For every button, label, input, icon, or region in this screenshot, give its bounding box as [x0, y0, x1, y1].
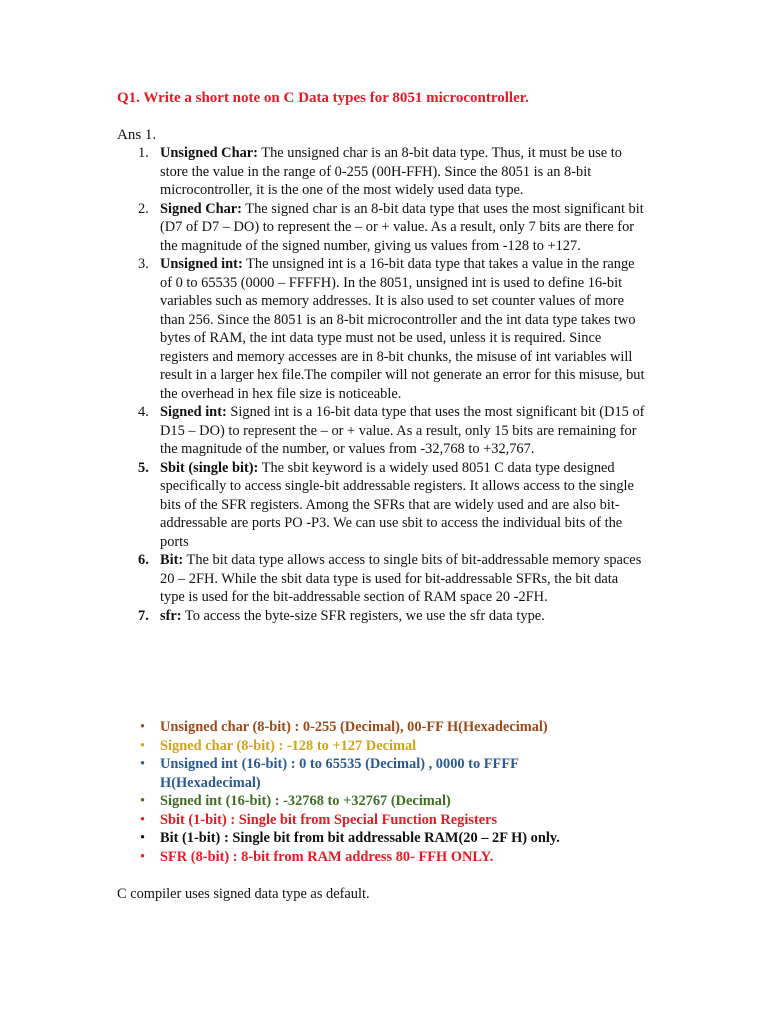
bullet-item	[0, 755, 768, 792]
item-text: To access the byte-size SFR registers, we use the sfr data type.	[181, 607, 545, 624]
bullet-icon: •	[140, 811, 146, 828]
item-term: Sbit (single bit):	[160, 459, 259, 476]
item-term: sfr:	[160, 607, 182, 624]
bullet-icon: •	[140, 756, 146, 772]
bullet-icon: •	[140, 793, 146, 809]
list-item	[0, 144, 768, 200]
bullet-icon: •	[140, 719, 146, 735]
bullet-text: Signed int (16-bit) : -32768 to +32767 (Decimal)	[160, 793, 451, 809]
bullet-icon: •	[140, 830, 146, 846]
answer-label: Ans 1.	[117, 127, 157, 143]
bullet-item	[0, 848, 768, 867]
item-number: 1.	[138, 145, 149, 161]
item-body	[160, 200, 646, 256]
list-item	[0, 403, 768, 459]
item-number: 7.	[138, 607, 149, 624]
bullet-icon: •	[140, 848, 146, 865]
bullet-item	[0, 737, 768, 756]
question-heading: Q1. Write a short note on C Data types for 8051 microcontroller.	[117, 90, 529, 106]
list-item	[0, 607, 768, 626]
item-term: Unsigned Char:	[160, 145, 258, 161]
item-text: The unsigned char is an 8-bit data type. Thus, it must be use to store the value in the range of 0-255 (00H-FFH). Since the 8051 is an 8-bit microcontroller, it is the one of the most widely used data type.	[160, 145, 622, 198]
item-number: 5.	[138, 459, 149, 476]
data-type-list	[0, 144, 768, 625]
item-body	[160, 607, 646, 626]
list-item	[0, 459, 768, 552]
item-body	[160, 551, 646, 607]
bullet-item	[0, 829, 768, 848]
bullet-text: Sbit (1-bit) : Single bit from Special Function Registers	[160, 811, 498, 828]
summary-bullet-list	[0, 718, 768, 866]
item-body	[160, 144, 646, 200]
bullet-item	[0, 792, 768, 811]
item-term: Signed Char:	[160, 200, 242, 217]
item-term: Unsigned int:	[160, 256, 243, 272]
item-text: The bit data type allows access to single bits of bit-addressable memory spaces 20 – 2FH. While the sbit data type is used for bit-addressable SFRs, the bit data type is used for the bit-addressable section of RAM space 20 -2FH.	[160, 552, 642, 605]
list-item	[0, 255, 768, 403]
item-body	[160, 255, 646, 403]
bullet-item	[0, 811, 768, 830]
item-text: The signed char is an 8-bit data type that uses the most significant bit (D7 of D7 – DO) to represent the – or + value. As a result, only 7 bits are there for the magnitude of the signed number, giving us values from -128 to +127.	[160, 200, 644, 254]
item-number: 3.	[138, 256, 149, 272]
bullet-text: Signed char (8-bit) : -128 to +127 Decimal	[160, 737, 417, 754]
item-text: The sbit keyword is a widely used 8051 C data type designed specifically to access single-bit addressable registers. It allows access to the single bits of the SFR registers. Among the SFRs that are widely used and are also bit-addressable are ports PO -P3. We can use sbit to access the individual bits of the ports	[160, 459, 634, 550]
bullet-text: SFR (8-bit) : 8-bit from RAM address 80- FFH ONLY.	[160, 848, 494, 865]
list-item	[0, 200, 768, 256]
item-body	[160, 403, 646, 459]
bullet-text: Unsigned int (16-bit) : 0 to 65535 (Decimal) , 0000 to FFFF H(Hexadecimal)	[160, 756, 519, 791]
item-number: 6.	[138, 552, 149, 568]
bullet-item	[0, 718, 768, 737]
item-number: 4.	[138, 404, 149, 420]
item-text: Signed int is a 16-bit data type that uses the most significant bit (D15 of D15 – DO) to represent the – or + value. As a result, only 15 bits are remaining for the magnitude of the number, or values from -32,768 to +32,767.	[160, 404, 645, 457]
bullet-text: Unsigned char (8-bit) : 0-255 (Decimal), 00-FF H(Hexadecimal)	[160, 719, 548, 735]
item-term: Bit:	[160, 552, 184, 568]
bullet-icon: •	[140, 737, 146, 754]
bullet-text: Bit (1-bit) : Single bit from bit addressable RAM(20 – 2F H) only.	[160, 830, 560, 846]
item-term: Signed int:	[160, 404, 227, 420]
item-body	[160, 459, 646, 552]
item-number: 2.	[138, 200, 149, 217]
item-text: The unsigned int is a 16-bit data type that takes a value in the range of 0 to 65535 (0000 – FFFFH). In the 8051, unsigned int is used to define 16-bit variables such as memory addresses. It is also used to set counter values of more than 256. Since the 8051 is an 8-bit microcontroller and the int data type takes two bytes of RAM, the int data type must not be used, unless it is required. Since registers and memory accesses are in 8-bit chunks, the misuse of int variables will result in a larger hex file.The compiler will not generate an error for this misuse, but the overhead in hex file size is noticeable.	[160, 256, 645, 402]
footer-note: C compiler uses signed data type as default.	[117, 886, 370, 902]
list-item	[0, 551, 768, 607]
